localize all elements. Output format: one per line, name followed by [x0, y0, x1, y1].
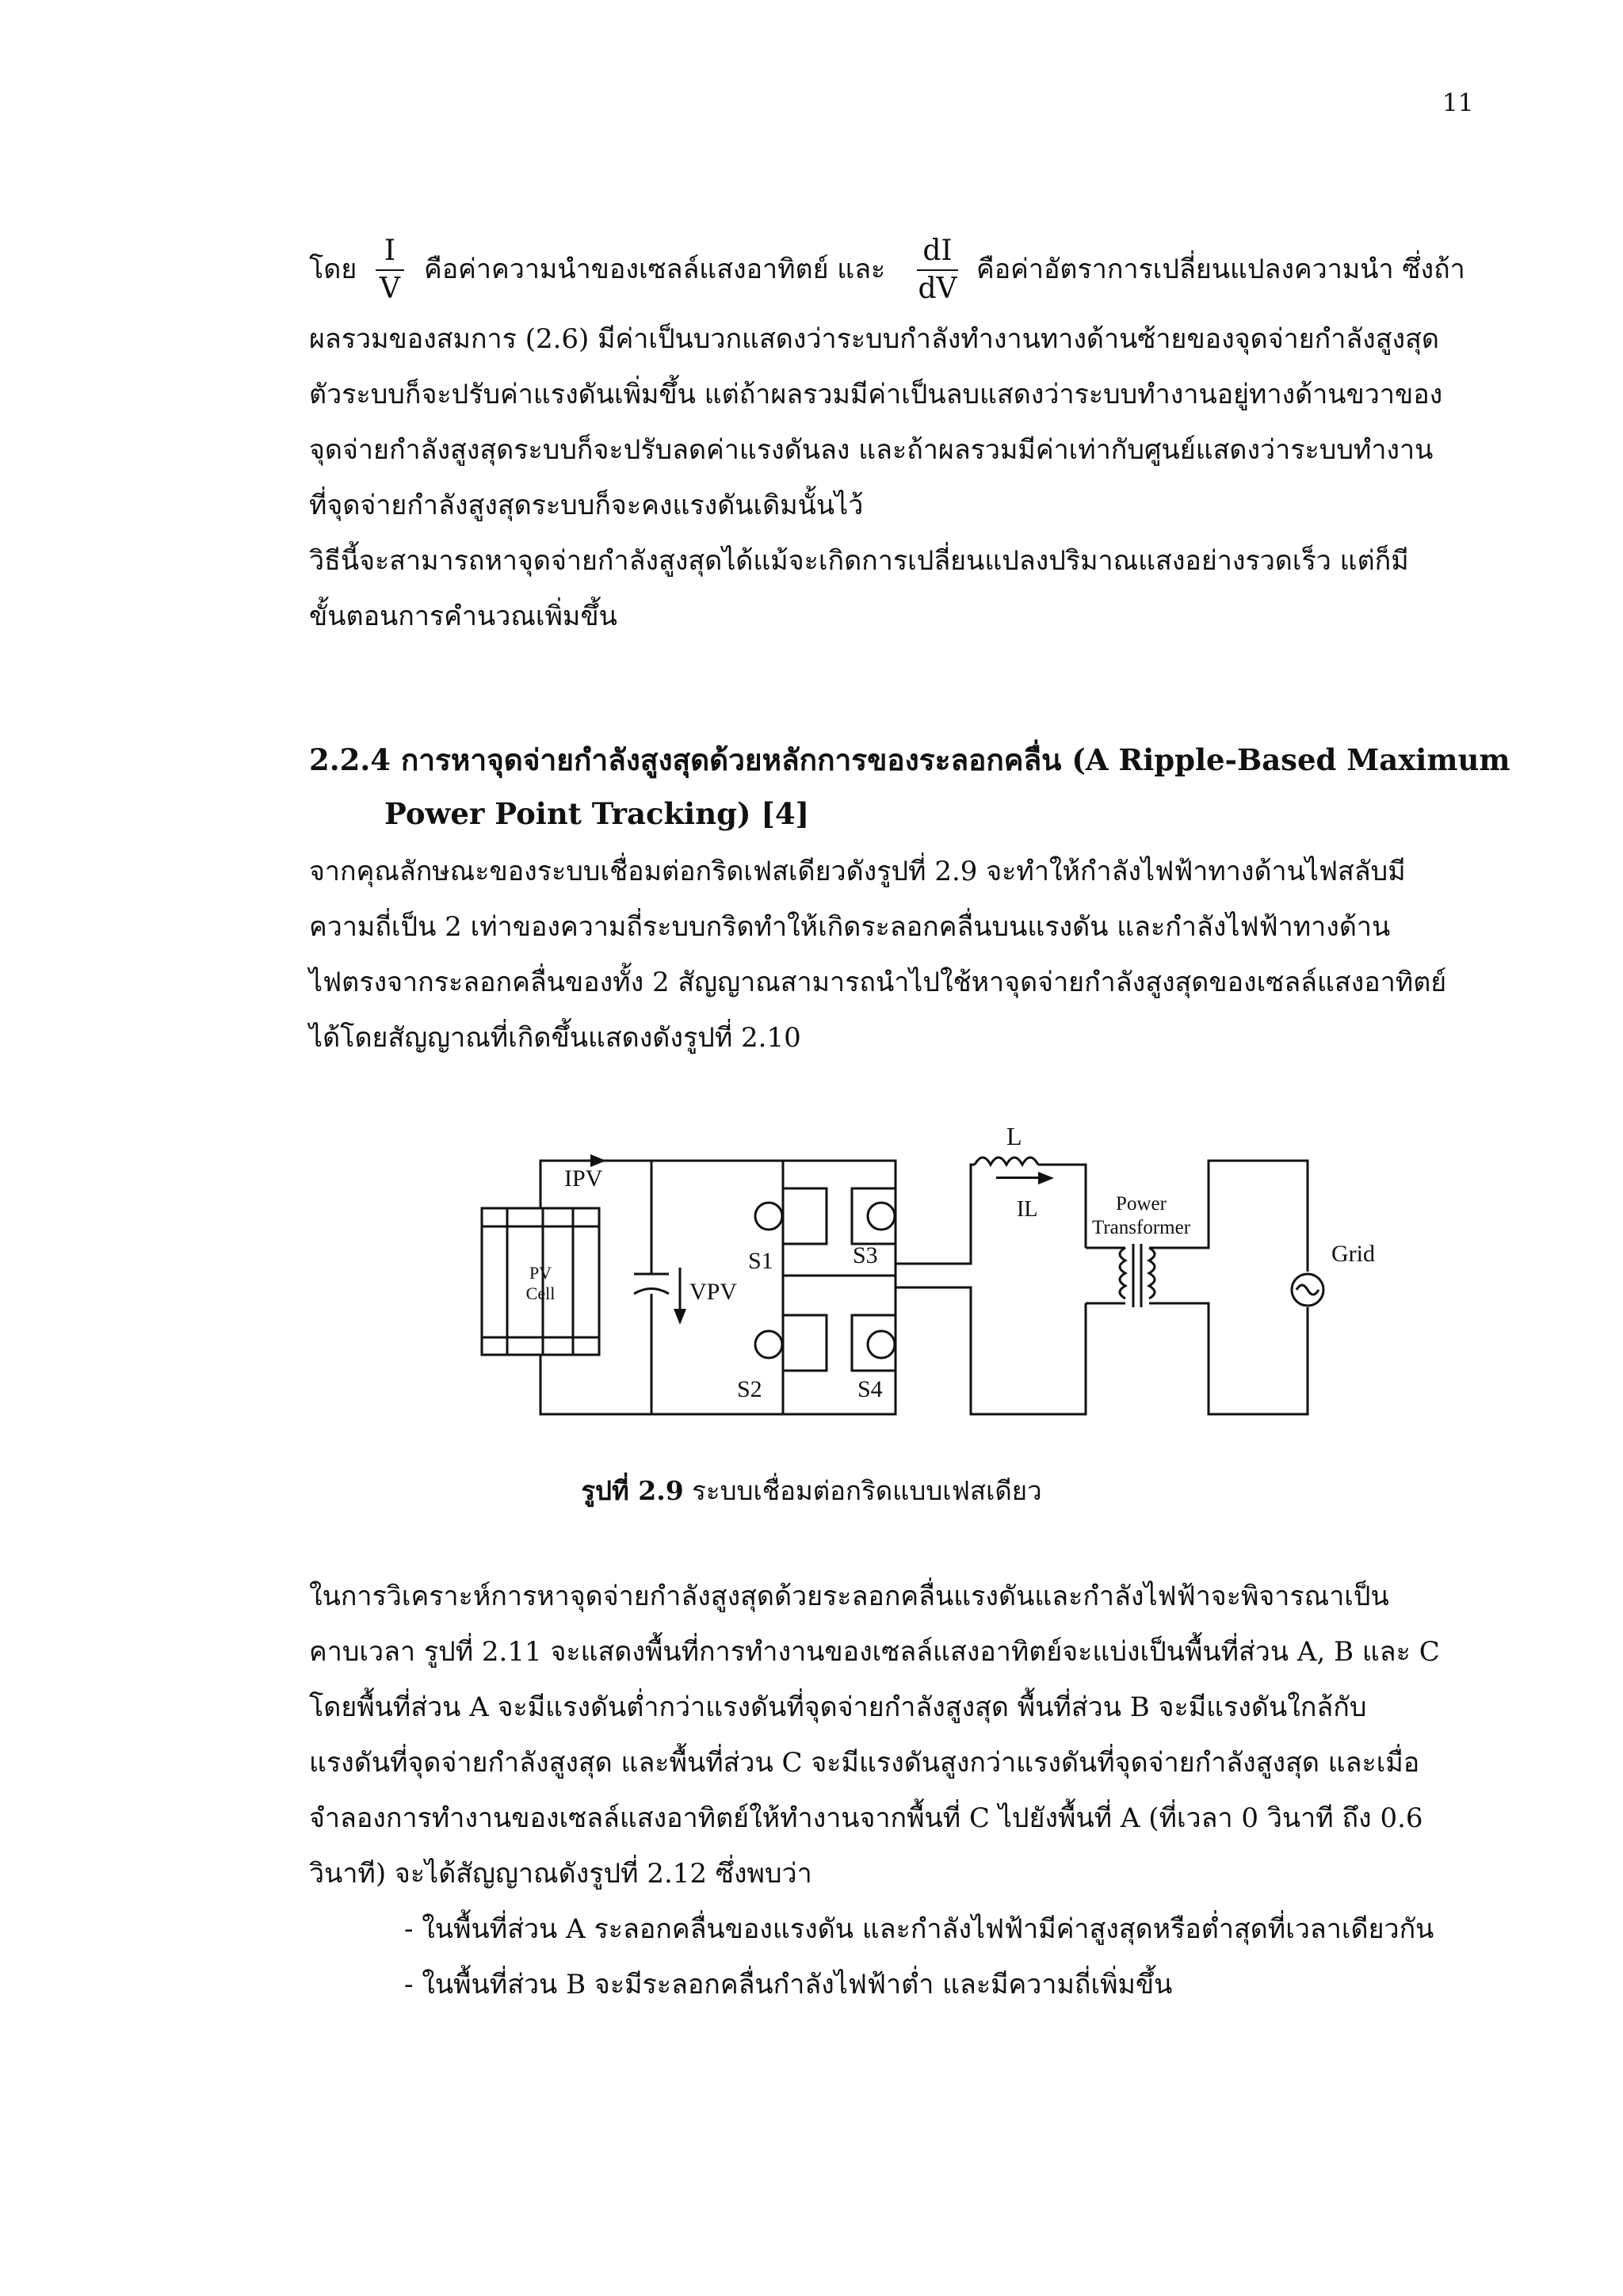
vpv-arrow-icon [674, 1309, 686, 1325]
fraction-denominator: dV [918, 273, 957, 305]
text-line: แรงดันที่จุดจ่ายกำลังสูงสุด และพื้นที่ส่วน C จะมีแรงดันสูงกว่าแรงดันที่จุดจ่ายกำลังสูงสุด และเมื่อ [309, 1747, 1420, 1779]
text-line: ผลรวมของสมการ (2.6) มีค่าเป็นบวกแสดงว่าระบบกำลังทำงานทางด้านซ้ายของจุดจ่ายกำลังสูงสุด [309, 323, 1439, 355]
transformer-primary [1120, 1248, 1125, 1299]
label-ipv: IPV [564, 1165, 603, 1192]
fraction-numerator: dI [922, 235, 953, 267]
list-item: - ในพื้นที่ส่วน A ระลอกคลื่นของแรงดัน และกำลังไฟฟ้ามีค่าสูงสุดหรือต่ำสุดที่เวลาเดียวกัน [404, 1913, 1434, 1945]
text-line: ขั้นตอนการคำนวณเพิ่มขึ้น [309, 601, 617, 632]
inductor [975, 1158, 1038, 1165]
text-line: วินาที) จะได้สัญญาณดังรูปที่ 2.12 ซึ่งพบว่า [309, 1858, 812, 1890]
figure-caption-number: รูปที่ 2.9 [581, 1475, 684, 1506]
text-line: ไฟตรงจากระลอกคลื่นของทั้ง 2 สัญญาณสามารถนำไปใช้หาจุดจ่ายกำลังสูงสุดของเซลล์แสงอาทิตย์ [309, 967, 1447, 998]
list-item: - ในพื้นที่ส่วน B จะมีระลอกคลื่นกำลังไฟฟ้าต่ำ และมีความถี่เพิ่มขึ้น [404, 1969, 1173, 2000]
label-s3: S3 [853, 1242, 878, 1268]
ac-upper-wire [896, 1165, 975, 1264]
text-line: คาบเวลา รูปที่ 2.11 จะแสดงพื้นที่การทำงานของเซลล์แสงอาทิตย์จะแบ่งเป็นพื้นที่ส่วน A, B และ C [309, 1636, 1440, 1668]
label-vpv: VPV [689, 1279, 738, 1305]
switch-s1-icon [755, 1203, 782, 1230]
text-line: จุดจ่ายกำลังสูงสุดระบบก็จะปรับลดค่าแรงดันลง และถ้าผลรวมมีค่าเท่ากับศูนย์แสดงว่าระบบทำงาน [309, 434, 1434, 466]
section-heading-line-2: Power Point Tracking) [4] [384, 796, 810, 831]
il-arrow-icon [1038, 1172, 1054, 1184]
switch-s4-icon [868, 1331, 895, 1358]
fraction-denominator: V [380, 273, 400, 305]
figure-caption [0, 1470, 1623, 1512]
label-l: L [1006, 1122, 1022, 1150]
text-line: จำลองการทำงานของเซลล์แสงอาทิตย์ให้ทำงานจากพื้นที่ C ไปยังพื้นที่ A (ที่เวลา 0 วินาที ถึง 0.6 [309, 1802, 1423, 1834]
label-s1: S1 [748, 1248, 773, 1274]
text-line: โดยพื้นที่ส่วน A จะมีแรงดันต่ำกว่าแรงดันที่จุดจ่ายกำลังสูงสุด พื้นที่ส่วน B จะมีแรงดันใกล้กับ [309, 1691, 1367, 1723]
para1-prefix: โดย [309, 254, 357, 285]
text-line: จากคุณลักษณะของระบบเชื่อมต่อกริดเฟสเดียวดังรูปที่ 2.9 จะทำให้กำลังไฟฟ้าทางด้านไฟสลับมี [309, 856, 1406, 887]
switch-s3-icon [868, 1203, 895, 1230]
switch-s2-icon [755, 1331, 782, 1358]
text-line: วิธีนี้จะสามารถหาจุดจ่ายกำลังสูงสุดได้แม้จะเกิดการเปลี่ยนแปลงปริมาณแสงอย่างรวดเร็ว แต่ก็มี [309, 545, 1409, 577]
label-il: IL [1017, 1197, 1038, 1222]
section-heading-line-1: 2.2.4 การหาจุดจ่ายกำลังสูงสุดด้วยหลักการของระลอกคลื่น (A Ripple-Based Maximum [309, 742, 1510, 777]
text-line: ตัวระบบก็จะปรับค่าแรงดันเพิ่มขึ้น แต่ถ้าผลรวมมีค่าเป็นลบแสดงว่าระบบทำงานอยู่ทางด้านขวาของ [309, 379, 1443, 410]
para1-suffix: คือค่าอัตราการเปลี่ยนแปลงความนำ ซึ่งถ้า [976, 254, 1465, 285]
label-s2: S2 [737, 1376, 762, 1402]
label-grid: Grid [1331, 1241, 1375, 1267]
page-number: 11 [1442, 89, 1474, 117]
text-line: ที่จุดจ่ายกำลังสูงสุดระบบก็จะคงแรงดันเดิมนั้นไว้ [309, 490, 864, 521]
text-line: ในการวิเคราะห์การหาจุดจ่ายกำลังสูงสุดด้วยระลอกคลื่นแรงดันและกำลังไฟฟ้าจะพิจารณาเป็น [309, 1581, 1389, 1612]
fraction-numerator: I [384, 235, 396, 267]
label-cell: Cell [525, 1283, 556, 1303]
figure-caption-text: ระบบเชื่อมต่อกริดแบบเฟสเดียว [683, 1475, 1042, 1506]
label-transformer: Transformer [1091, 1217, 1191, 1238]
label-power: Power [1116, 1193, 1167, 1215]
text-line: ความถี่เป็น 2 เท่าของความถี่ระบบกริดทำให้เกิดระลอกคลื่นบนแรงดัน และกำลังไฟฟ้าทางด้าน [309, 911, 1391, 943]
para1-mid: คือค่าความนำของเซลล์แสงอาทิตย์ และ [424, 254, 886, 285]
transformer-secondary [1149, 1248, 1155, 1299]
text-line: ได้โดยสัญญาณที่เกิดขึ้นแสดงดังรูปที่ 2.10 [309, 1022, 801, 1054]
ac-lower-wire [896, 1287, 1086, 1414]
label-s4: S4 [857, 1376, 883, 1402]
label-pv: PV [529, 1263, 552, 1283]
